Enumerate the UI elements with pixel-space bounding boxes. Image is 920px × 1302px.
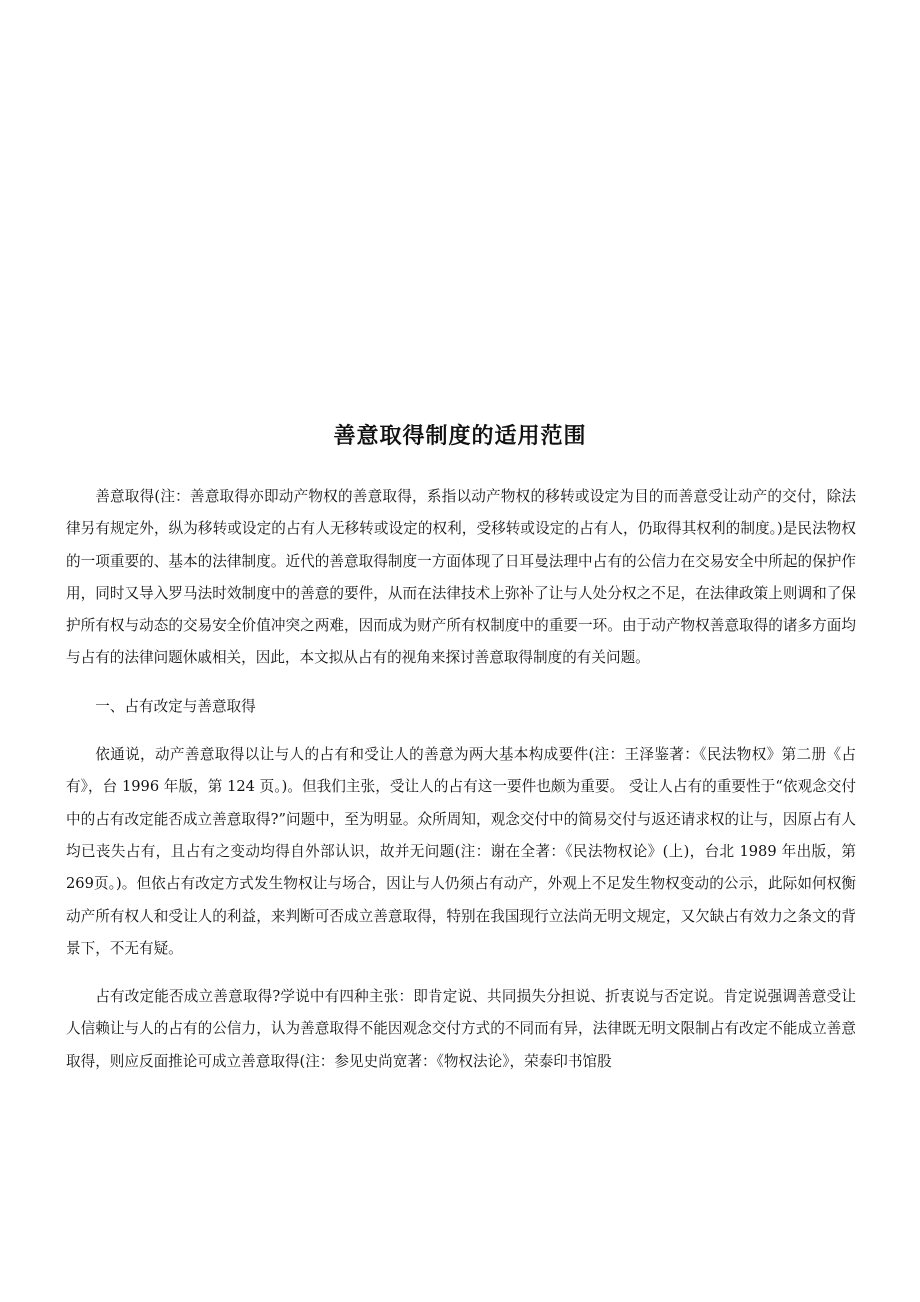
paragraph-tongshuo: 依通说，动产善意取得以让与人的占有和受让人的善意为两大基本构成要件(注：王泽鉴著：《民法物权》第二册《占有》，台 1996 年版，第 124 页。)。但我们主张，受让人的占有这一要件也颇为重要。 受让人占有的重要性于“依观念交付中的占有改定能否成立善意取得?”问题中，至为明显。众所周知，观念交付中的简易交付与返还请求权的让与，因原占有人均已丧失占有，且占有之变动均得自外部认识，故并无问题(注：谢在全著：《民法物权论》(上)，台北 1989 年出版，第 269页。)。但依占有改定方式发生物权让与场合，因让与人仍须占有动产，外观上不足发生物权变动的公示，此际如何权衡动产所有权人和受让人的利益，来判断可否成立善意取得，特别在我国现行立法尚无明文规定，又欠缺占有效力之条文的背景下，不无有疑。 [66,746,856,957]
document-body [66,481,856,1078]
paragraph-intro: 善意取得(注：善意取得亦即动产物权的善意取得，系指以动产物权的移转或设定为目的而善意受让动产的交付，除法律另有规定外，纵为移转或设定的占有人无移转或设定的权利，受移转或设定的占有人，仍取得其权利的制度。)是民法物权的一项重要的、基本的法律制度。近代的善意取得制度一方面体现了日耳曼法理中占有的公信力在交易安全中所起的保护作用，同时又导入罗马法时效制度中的善意的要件，从而在法律技术上弥补了让与人处分权之不足，在法律政策上则调和了保护所有权与动态的交易安全价值冲突之两难，因而成为财产所有权制度中的重要一环。由于动产物权善意取得的诸多方面均与占有的法律问题休戚相关，因此，本文拟从占有的视角来探讨善意取得制度的有关问题。 [66,488,856,667]
document-title: 善意取得制度的适用范围 [333,424,587,449]
section-heading: 一、占有改定与善意取得 [95,697,256,715]
paragraph-zhanyou-gaiding: 占有改定能否成立善意取得?学说中有四种主张：即肯定说、共同损失分担说、折衷说与否定说。肯定说强调善意受让人信赖让与人的占有的公信力，认为善意取得不能因观念交付方式的不同而有异，法律既无明文限制占有改定不能成立善意取得，则应反面推论可成立善意取得(注：参见史尚宽著：《物权法论》，荣泰印书馆股 [66,988,856,1070]
